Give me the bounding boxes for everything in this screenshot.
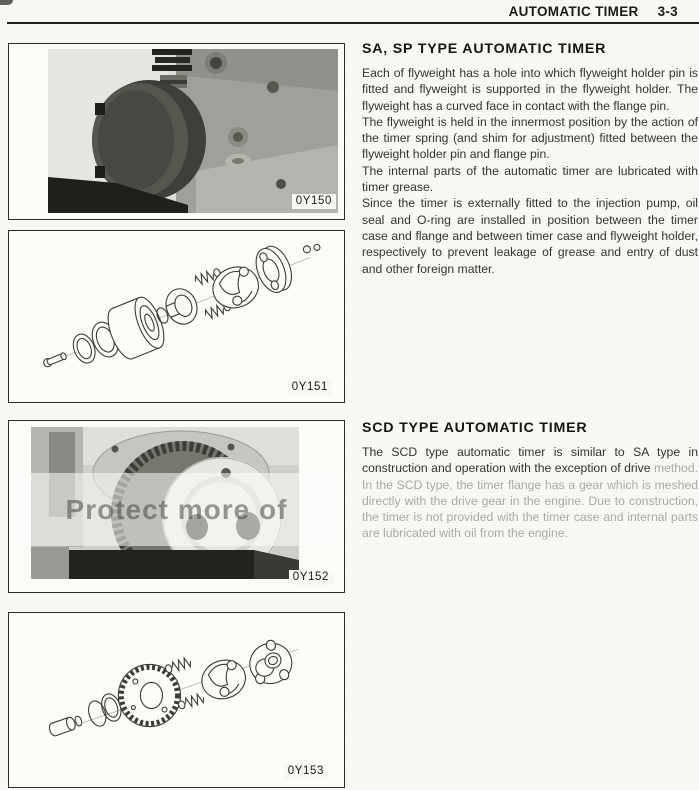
paragraph: Since the timer is externally fitted to the injection pump, oil seal and O-ring are installed in position between the timer case and flange and between timer case and flyweight holder, respectively to prevent leakage of grease and entry of dust and other foreign matter. bbox=[362, 196, 698, 276]
snap-ring bbox=[85, 699, 109, 729]
watermark-text: Protect more of bbox=[65, 493, 288, 525]
paragraph: The internal parts of the automatic timer are lubricated with timer grease. bbox=[362, 163, 698, 195]
drive-gear bbox=[118, 664, 180, 726]
section-scd bbox=[362, 420, 698, 542]
paragraph-dark-part: The SCD type automatic timer is similar to SA type in construction and operation with the exception of drive bbox=[362, 445, 698, 476]
figure-0y150 bbox=[8, 43, 345, 220]
page-number: 3-3 bbox=[657, 4, 678, 19]
figure-0y153 bbox=[8, 612, 345, 788]
watermark-band bbox=[11, 473, 342, 546]
small-bolts bbox=[302, 241, 321, 255]
exploded-drawing-sa-timer bbox=[9, 231, 344, 402]
section-sa-sp bbox=[362, 41, 698, 277]
header-title: AUTOMATIC TIMER bbox=[508, 4, 639, 19]
scan-artifact bbox=[0, 0, 13, 5]
paragraph: Each of flyweight has a hole into which flyweight holder pin is fitted and flyweight is supported in the flyweight holder. The flyweight has a curved face in contact with the flange pin. bbox=[362, 66, 698, 113]
figure-label: 0Y152 bbox=[289, 570, 333, 585]
header-rule bbox=[7, 22, 699, 24]
timer-spring-lower bbox=[177, 693, 205, 711]
drawing-graphic bbox=[9, 613, 344, 787]
drawing-graphic bbox=[9, 231, 344, 402]
figure-0y151 bbox=[8, 230, 345, 403]
flyweight-assembly bbox=[197, 654, 251, 704]
paragraph bbox=[362, 444, 698, 542]
photo-graphic bbox=[48, 49, 338, 213]
page-header bbox=[509, 4, 678, 19]
timer-spring-upper bbox=[164, 656, 192, 674]
bolt bbox=[42, 352, 67, 368]
section-heading-scd: SCD TYPE AUTOMATIC TIMER bbox=[362, 420, 588, 436]
timer-drum bbox=[92, 80, 206, 200]
section-heading-sa-sp: SA, SP TYPE AUTOMATIC TIMER bbox=[362, 41, 607, 57]
paragraph: The flyweight is held in the innermost position by the action of the timer spring (and shim for adjustment) fitted between the flyweight holder pin and flange pin. bbox=[362, 114, 698, 162]
figure-0y152 bbox=[8, 420, 345, 593]
figure-label: 0Y150 bbox=[292, 194, 336, 209]
exploded-drawing-scd-timer bbox=[9, 613, 344, 787]
paragraph-faded-part: method. In the SCD type, the timer flange has a gear which is meshed directly with the drive gear in the engine. Due to construction, the timer is not provided with the timer case and internal parts are lubricated with oil from the engine. bbox=[362, 461, 698, 541]
flyweight-holder-hub bbox=[244, 636, 298, 690]
figure-label: 0Y153 bbox=[284, 764, 328, 779]
figure-label: 0Y151 bbox=[288, 380, 332, 395]
shaft-bolt bbox=[48, 714, 84, 737]
photo-sa-timer-installed bbox=[48, 49, 338, 213]
